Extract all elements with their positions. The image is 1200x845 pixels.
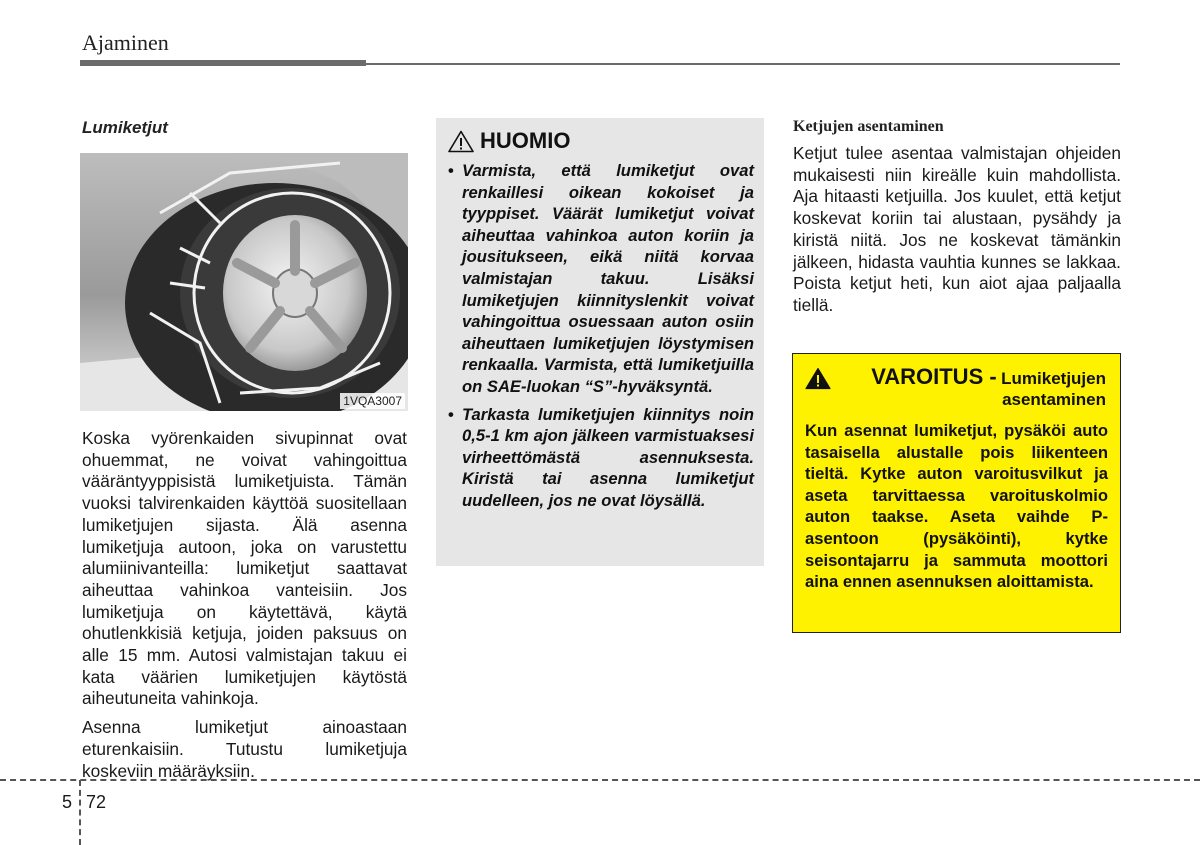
page-header-title: Ajaminen [82, 30, 169, 55]
left-body-text [82, 428, 407, 789]
figure-code: 1VQA3007 [340, 393, 405, 409]
footer-vertical-rule [79, 780, 81, 845]
left-paragraph-2: Asenna lumiketjut ainoastaan eturenkaisiin. Tutustu lumiketjuja koskeviin määräyksiin. [82, 717, 407, 781]
bullet: • [448, 404, 454, 424]
caution-heading: HUOMIO [480, 128, 571, 153]
warning-header [805, 364, 1108, 410]
caution-header [448, 128, 754, 154]
snow-chain-figure [80, 153, 408, 411]
warning-heading-sub: Lumiketjujen asentaminen [1001, 369, 1106, 409]
caution-item-text: Varmista, että lumiketjut ovat renkaillesi oikean kokoiset ja tyyppiset. Väärät lumiketjut voivat aiheuttaa vahinkoa auton koriin ja jousitukseen, eikä niitä korvaa valmistajan takuu. Lisäksi lumiketjujen kiinnityslenkit voivat vahingoittua osuessaan auton osiin aiheuttaen lumiketjujen löystymisen renkaalla. Varmista, että lumiketjuilla on SAE-luokan “S”-hyväksyntä. [462, 161, 754, 396]
header-rule-thick [80, 60, 366, 66]
bullet: • [448, 161, 454, 180]
tire-with-snow-chain-illustration [80, 153, 408, 411]
page-number: 72 [86, 792, 107, 812]
caution-triangle-icon [448, 130, 474, 153]
warning-heading [837, 364, 1108, 410]
header-rule-thin [366, 63, 1120, 65]
warning-triangle-icon [805, 367, 831, 390]
page-chapter: 5 [62, 792, 73, 812]
caution-item-2 [448, 404, 754, 512]
footer-rule [0, 779, 1200, 781]
caution-list [448, 160, 754, 512]
left-paragraph-1: Koska vyörenkaiden sivupinnat ovat ohuemmat, ne voivat vahingoittua vääräntyyppisistä lumiketjuista. Tämän vuoksi talvirenkaiden käyttöä suositellaan lumiketjujen sijasta. Älä asenna lumiketjuja autoon, joka on varustettu alumiinivanteilla: lumiketjut saattavat aiheuttaa vahinkoa vanteisiin. Jos lumiketjuja on käytettävä, käytä ohutlenkkisiä ketjuja, joiden paksuus on alle 15 mm. Autosi valmistajan takuu ei kata väärien lumiketjujen käytöstä aiheutuneita vahinkoja. [82, 428, 407, 709]
right-subheading: Ketjujen asentaminen [793, 118, 944, 135]
caution-item-text: Tarkasta lumiketjujen kiinnitys noin 0,5-1 km ajon jälkeen varmistuaksesi virheettömästä asennuksesta. Kiristä tai asenna lumiketjut uudelleen, jos ne ovat löysällä. [462, 404, 754, 510]
caution-item-1 [448, 160, 754, 398]
caution-box [436, 118, 764, 566]
warning-box [792, 353, 1121, 633]
warning-heading-word: VAROITUS - [871, 364, 997, 389]
warning-body: Kun asennat lumiketjut, pysäköi auto tasaisella alustalle pois liikenteen tieltä. Kytke auton varoitusvilkut ja aseta tarvittaessa varoituskolmio auton taakse. Aseta vaihde P-asentoon (pysäköinti), kytke seisontajarru ja sammuta moottori aina ennen asennuksen aloittamista. [805, 421, 1108, 592]
right-paragraph: Ketjut tulee asentaa valmistajan ohjeiden mukaisesti niin kireälle kuin mahdollista. Aja hitaasti ketjuilla. Jos kuulet, että ketjut koskevat koriin tai alustaan, pysähdy ja kiristä niitä. Jos ne koskevat tämänkin jälkeen, hidasta vauhtia kunnes se lakkaa. Poista ketjut heti, kun aiot ajaa paljaalla tiellä. [793, 143, 1121, 315]
section-title: Lumiketjut [82, 118, 168, 137]
